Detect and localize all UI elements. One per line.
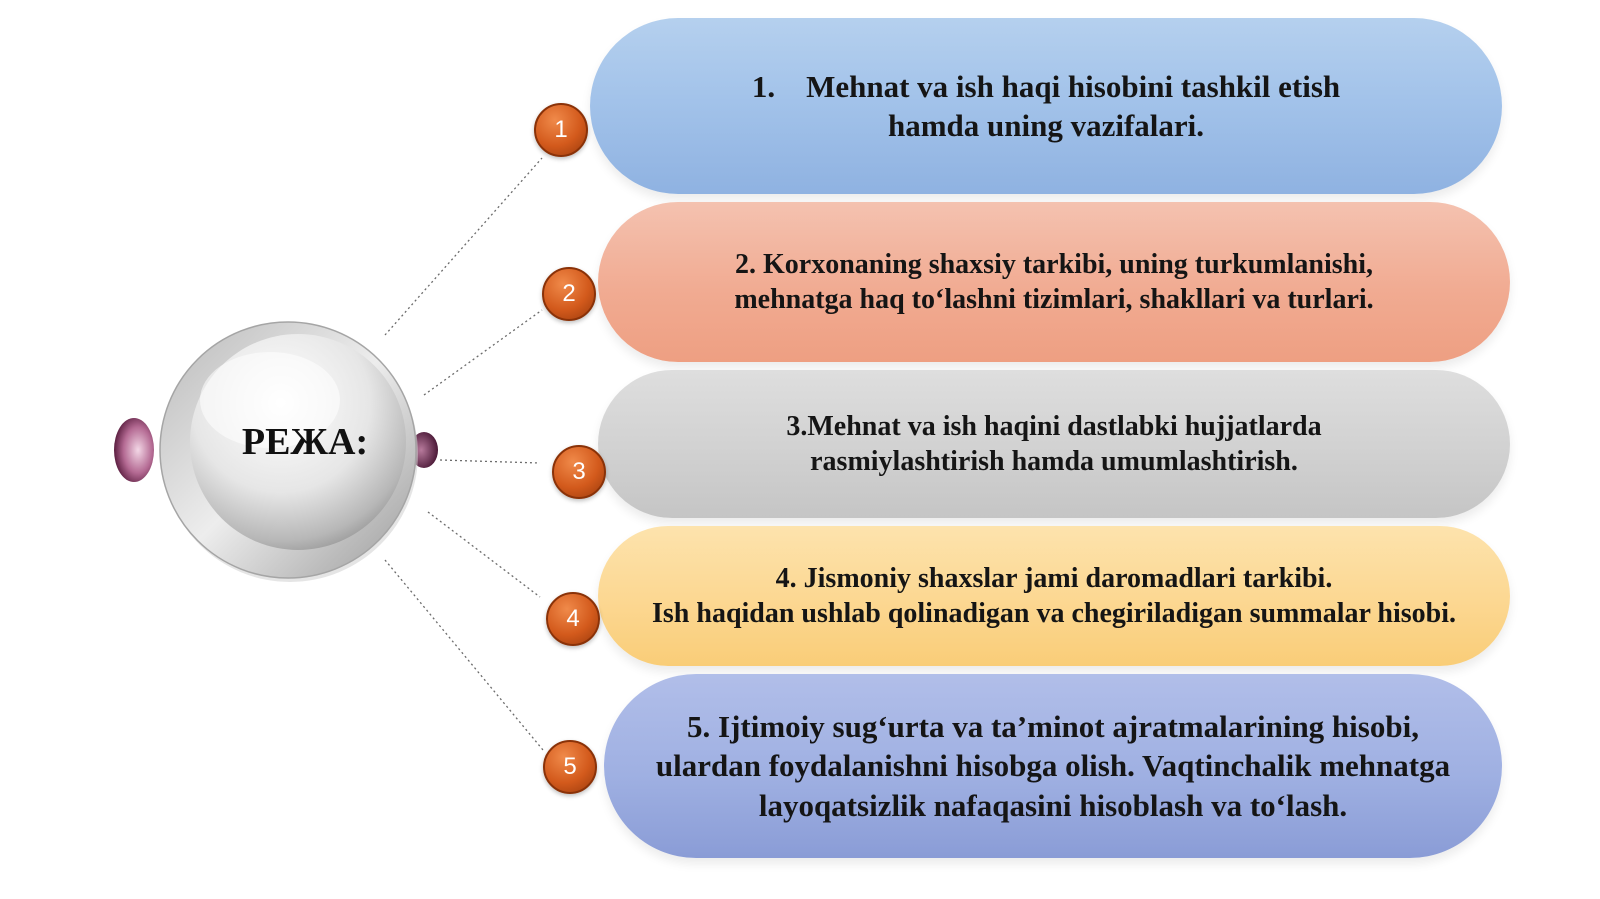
plan-item-1 xyxy=(590,18,1502,194)
plan-item-5 xyxy=(604,674,1502,858)
number-badge-1: 1 xyxy=(534,103,588,157)
plan-item-line: hamda uning vazifalari. xyxy=(887,108,1205,143)
plan-item-text xyxy=(786,409,1321,480)
plan-item-4 xyxy=(598,526,1510,666)
plan-item-line: rasmiylashtirish hamda umumlashtirish. xyxy=(810,446,1298,477)
hub-left-wing xyxy=(114,418,154,482)
number-badge-5: 5 xyxy=(543,740,597,794)
number-badge-4: 4 xyxy=(546,592,600,646)
connector-5 xyxy=(385,560,543,750)
plan-item-line: 2. Korxonaning shaxsiy tarkibi, uning turkumlanishi, xyxy=(735,248,1373,280)
plan-item-text xyxy=(734,247,1373,318)
plan-item-line: 4. Jismoniy shaxslar jami daromadlari tarkibi. xyxy=(775,562,1333,594)
plan-item-text xyxy=(752,67,1340,145)
plan-item-3 xyxy=(598,370,1510,518)
hub-title: РЕЖА: xyxy=(241,421,369,463)
plan-item-2 xyxy=(598,202,1510,362)
plan-item-text xyxy=(656,707,1450,824)
plan-item-line: 3.Mehnat va ish haqini dastlabki hujjatlarda xyxy=(786,410,1322,442)
plan-item-line: layoqatsizlik nafaqasini hisoblash va to‘lash. xyxy=(758,787,1348,823)
plan-item-line: 5. Ijtimoiy sug‘urta va ta’minot ajratmalarining hisobi, xyxy=(687,709,1419,745)
number-badge-3: 3 xyxy=(552,445,606,499)
connector-1 xyxy=(385,158,542,335)
plan-item-line: Ish haqidan ushlab qolinadigan va chegiriladigan summalar hisobi. xyxy=(652,598,1456,629)
plan-item-line: mehnatga haq to‘lashni tizimlari, shakllari va turlari. xyxy=(734,284,1374,315)
plan-item-text xyxy=(652,561,1456,632)
number-badge-2: 2 xyxy=(542,267,596,321)
connector-3 xyxy=(440,460,540,463)
plan-item-line: 1. Mehnat va ish haqi hisobini tashkil etish xyxy=(751,68,1341,104)
plan-item-line: ulardan foydalanishni hisobga olish. Vaqtinchalik mehnatga xyxy=(655,748,1451,784)
